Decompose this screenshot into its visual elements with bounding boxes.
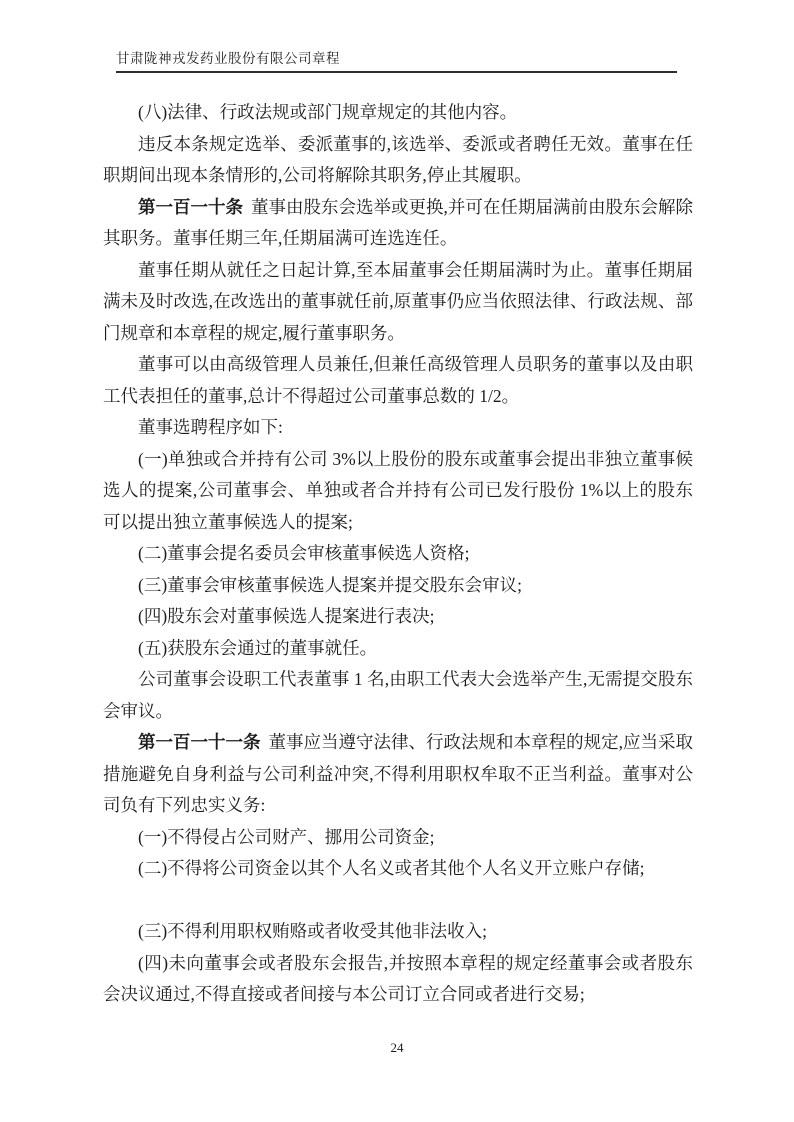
paragraph-invalid-election: 违反本条规定选举、委派董事的,该选举、委派或者聘任无效。董事在任职期间出现本条情形的,公司将解除其职务,停止其履职。 [103,133,693,185]
blank-line [103,885,693,917]
article-111-text: 董事应当遵守法律、行政法规和本章程的规定,应当采取措施避免自身利益与公司利益冲突,不得利用职权牟取不正当利益。董事对公司负有下列忠实义务: [103,732,694,815]
procedure-item-4: (四)股东会对董事候选人提案进行表决; [138,606,435,626]
article-110-number: 第一百一十条 [138,196,244,217]
document-body [103,97,693,1011]
procedure-item-3: (三)董事会审核董事候选人提案并提交股东会审议; [138,574,523,595]
paragraph-employee-director: 公司董事会设职工代表董事 1 名,由职工代表大会选举产生,无需提交股东会审议。 [103,669,693,721]
article-110-text: 董事由股东会选举或更换,并可在任期届满前由股东会解除其职务。董事任期三年,任期届满可连选连任。 [103,196,694,248]
page-header [116,51,677,73]
procedure-item-5: (五)获股东会通过的董事就任。 [138,637,378,658]
paragraph-selection-procedure-intro: 董事选聘程序如下: [138,417,283,437]
duty-item-1: (一)不得侵占公司财产、挪用公司资金; [138,826,435,847]
duty-item-2: (二)不得将公司资金以其个人名义或者其他个人名义开立账户存储; [138,858,645,878]
paragraph-concurrent-posts: 董事可以由高级管理人员兼任,但兼任高级管理人员职务的董事以及由职工代表担任的董事,总计不得超过公司董事总数的 1/2。 [103,354,693,406]
page-number: 24 [390,1040,404,1055]
document-title: 甘肃陇神戎发药业股份有限公司章程 [116,51,340,66]
article-110-paragraph [103,192,693,255]
duty-item-3: (三)不得利用职权贿赂或者收受其他非法收入; [138,921,488,941]
page-footer [0,1040,794,1056]
clause-item-8: (八)法律、行政法规或部门规章规定的其他内容。 [138,102,518,122]
article-111-number: 第一百一十一条 [138,732,261,752]
article-111-paragraph [103,727,693,822]
paragraph-term-calculation: 董事任期从就任之日起计算,至本届董事会任期届满时为止。董事任期届满未及时改选,在改选出的董事就任前,原董事仍应当依照法律、行政法规、部门规章和本章程的规定,履行董事职务。 [103,259,693,343]
procedure-item-1: (一)单独或合并持有公司 3%以上股份的股东或董事会提出非独立董事候选人的提案,公司董事会、单独或者合并持有公司已发行股份 1%以上的股东可以提出独立董事候选人的提案; [103,448,693,532]
duty-item-4: (四)未向董事会或者股东会报告,并按照本章程的规定经董事会或者股东会决议通过,不得直接或者间接与本公司订立合同或者进行交易; [103,952,693,1004]
procedure-item-2: (二)董事会提名委员会审核董事候选人资格; [138,543,470,563]
